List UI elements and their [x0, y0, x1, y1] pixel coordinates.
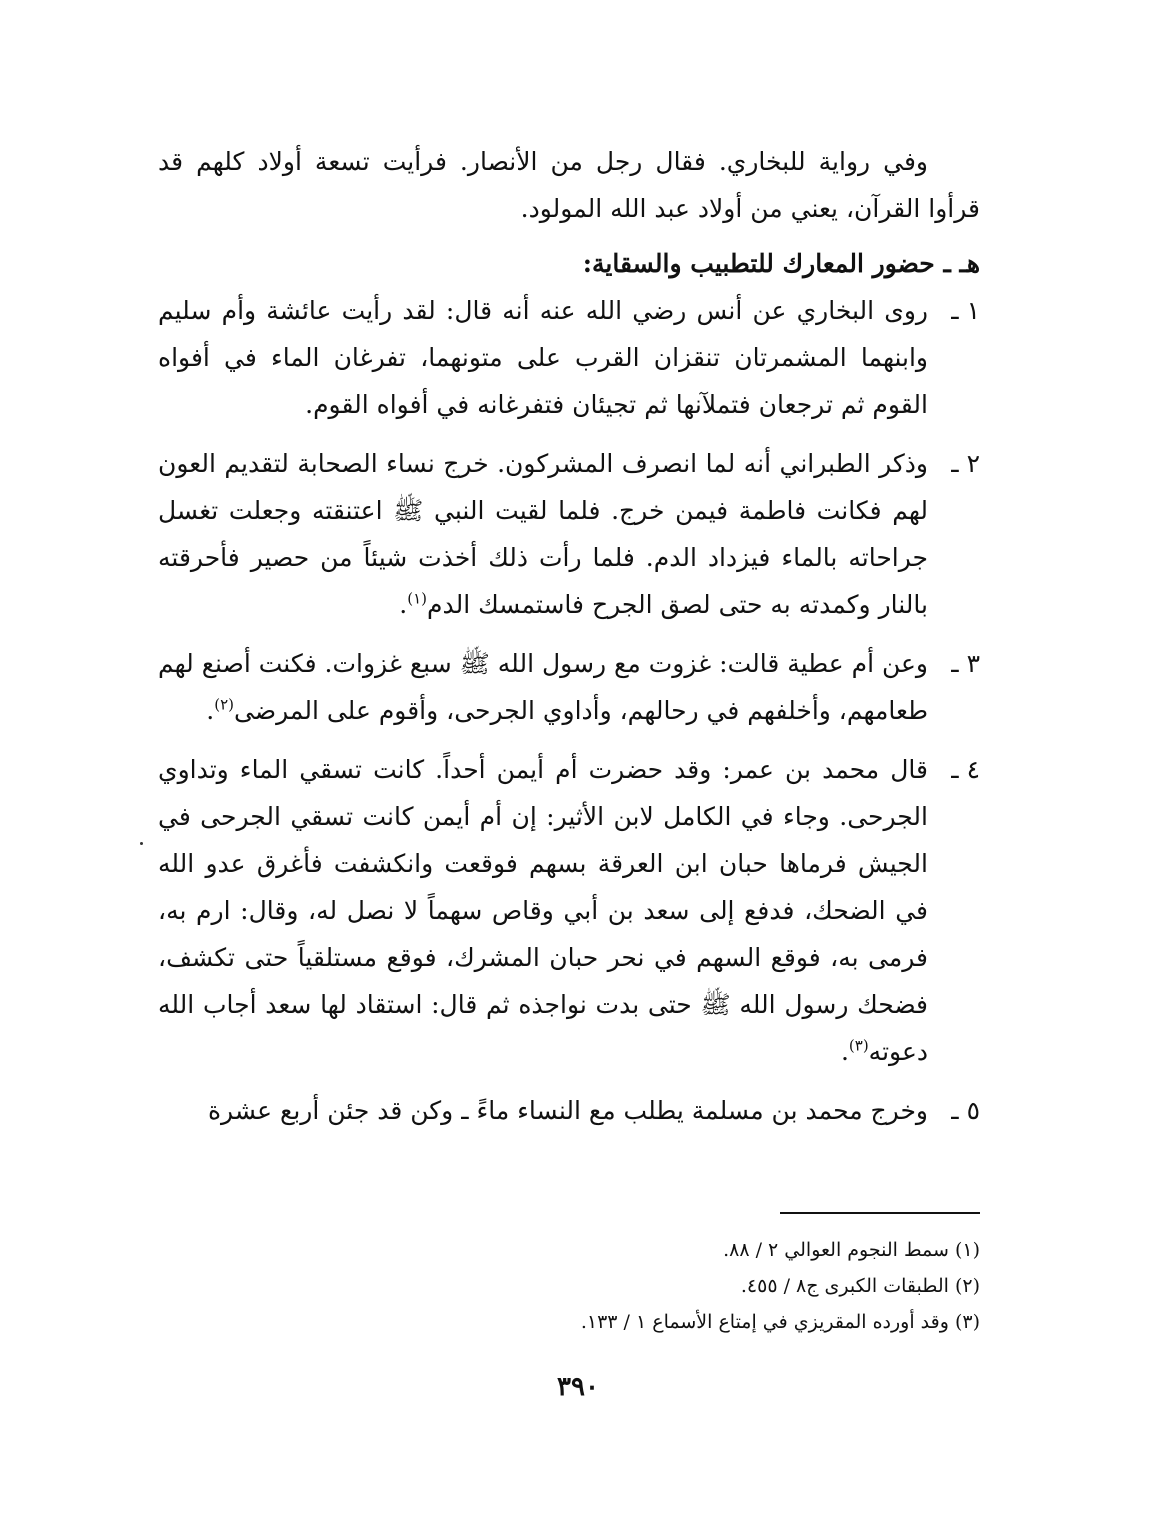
footnote-3: (٣) وقد أورده المقريزي في إمتاع الأسماع ١ / ١٣٣. [580, 1311, 980, 1333]
item-end-punct: . [399, 590, 408, 619]
item-body: وخرج محمد بن مسلمة يطلب مع النساء ماءً ـ وكن قد جئن أربع عشرة [207, 1096, 928, 1125]
item-number: ٥ ـ [951, 1096, 980, 1125]
list-item-2 [158, 440, 980, 628]
footnote-reference: (١) [407, 589, 427, 608]
footnote-reference: (٢) [214, 695, 235, 714]
item-body: روى البخاري عن أنس رضي الله عنه أنه قال: لقد رأيت عائشة وأم سليم وابنهما المشمرتان تنقزان القرب على متونهما، تفرغان الماء في أفواه القوم ثم ترجعان فتملآنها ثم تجيئان فتفرغانه في أفواه القوم. [158, 296, 928, 419]
item-body: قال محمد بن عمر: وقد حضرت أم أيمن أحداً. كانت تسقي الماء وتداوي الجرحى. وجاء في الكامل لابن الأثير: إن أم أيمن كانت تسقي الجرحى في الجيش فرماها حبان ابن العرقة بسهم فوقعت وانكشفت فأغرق عدو الله في الضحك، فدفع إلى سعد بن أبي وقاص سهماً لا نصل له، وقال: ارم به، فرمى به، فوقع السهم في نحر حبان المشرك، فوقع مستلقياً حتى تكشف، فضحك رسول الله ﷺ حتى بدت نواجذه ثم قال: استقاد لها سعد أجاب الله دعوته [158, 755, 928, 1066]
item-text [158, 746, 928, 1075]
item-number: ٢ ـ [951, 449, 980, 478]
list-item-3 [158, 640, 980, 734]
item-end-punct: . [206, 696, 215, 725]
item-text [158, 287, 928, 428]
scan-speck [140, 842, 143, 845]
footnotes [500, 1232, 980, 1340]
list-item-4 [158, 746, 980, 1075]
item-number: ٤ ـ [951, 755, 980, 784]
page-number: ٣٩٠ [557, 1372, 599, 1402]
main-text [158, 138, 980, 1146]
list-item-5 [158, 1087, 980, 1134]
footnote-reference: (٣) [848, 1036, 869, 1055]
item-body: وذكر الطبراني أنه لما انصرف المشركون. خرج نساء الصحابة لتقديم العون لهم فكانت فاطمة فيمن خرج. فلما لقيت النبي ﷺ اعتنقته وجعلت تغسل جراحاته بالماء فيزداد الدم. فلما رأت ذلك أخذت شيئاً من حصير فأحرقته بالنار وكمدته به حتى لصق الجرح فاستمسك الدم [158, 449, 928, 619]
footnote-divider [780, 1212, 980, 1214]
list-item-1 [158, 287, 980, 428]
item-number: ٣ ـ [951, 649, 980, 678]
item-text [158, 440, 928, 628]
footnote-1: (١) سمط النجوم العوالي ٢ / ٨٨. [723, 1239, 980, 1261]
section-heading: هـ ـ حضور المعارك للتطبيب والسقاية: [582, 249, 980, 278]
intro-paragraph: وفي رواية للبخاري. فقال رجل من الأنصار. فرأيت تسعة أولاد كلهم قد قرأوا القرآن، يعني من أولاد عبد الله المولود. [158, 147, 980, 223]
item-text [158, 640, 928, 734]
item-end-punct: . [840, 1037, 849, 1066]
item-number: ١ ـ [951, 296, 980, 325]
item-body: وعن أم عطية قالت: غزوت مع رسول الله ﷺ سبع غزوات. فكنت أصنع لهم طعامهم، وأخلفهم في رحالهم، وأداوي الجرحى، وأقوم على المرضى [158, 649, 928, 725]
footnote-2: (٢) الطبقات الكبرى ج٨ / ٤٥٥. [740, 1275, 980, 1297]
item-text [158, 1087, 928, 1134]
